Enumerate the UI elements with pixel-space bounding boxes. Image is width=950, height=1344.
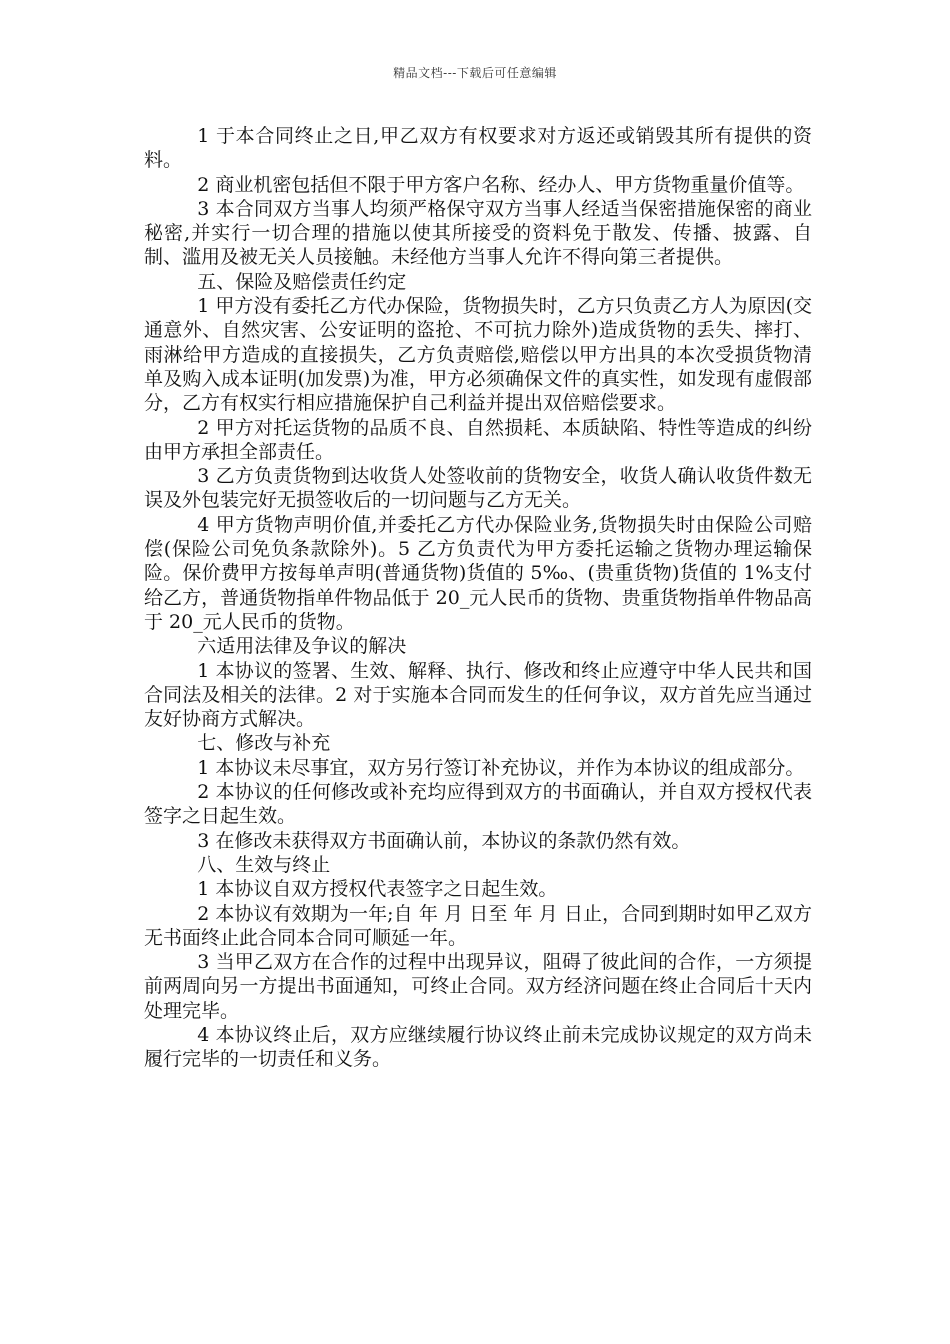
section-heading: 八、生效与终止 bbox=[197, 853, 331, 876]
clause-paragraph: 1 甲方没有委托乙方代办保险，货物损失时，乙方只负责乙方人为原因(交通意外、自然灾害、公安证明的盗抢、不可抗力除外)造成货物的丢失、摔打、雨淋给甲方造成的直接损失，乙方负责赔偿,赔偿以甲方出具的本次受损货物清单及购入成本证明(加发票)为准，甲方必须确保文件的真实性，如发现有虚假部分，乙方有权实行相应措施保护自己利益并提出双倍赔偿要求。 bbox=[144, 295, 812, 415]
page-header-note: 精品文档---下载后可任意编辑 bbox=[393, 66, 557, 80]
clause-paragraph: 4 本协议终止后，双方应继续履行协议终止前未完成协议规定的双方尚未履行完毕的一切责任和义务。 bbox=[144, 1023, 812, 1071]
section-heading: 七、修改与补充 bbox=[197, 732, 331, 755]
clause-paragraph: 3 本合同双方当事人均须严格保守双方当事人经适当保密措施保密的商业秘密,并实行一切合理的措施以使其所接受的资料免于散发、传播、披露、自制、滥用及被无关人员接触。未经他方当事人允许不得向第三者提供。 bbox=[144, 197, 812, 269]
clause-paragraph: 1 于本合同终止之日,甲乙双方有权要求对方返还或销毁其所有提供的资料。 bbox=[144, 125, 812, 172]
clause-paragraph: 3 乙方负责货物到达收货人处签收前的货物安全，收货人确认收货件数无误及外包装完好无损签收后的一切问题与乙方无关。 bbox=[144, 465, 812, 512]
clause-paragraph: 4 甲方货物声明价值,并委托乙方代办保险业务,货物损失时由保险公司赔偿(保险公司免负条款除外)。5 乙方负责代为甲方委托运输之货物办理运输保险。保价费甲方按每单声明(普通货物)货值的 5‰、(贵重货物)货值的 1%支付给乙方，普通货物指单件物品低于 20_元人民币的货物、贵重货物指单件物品高于 20_元人民币的货物。 bbox=[144, 513, 812, 633]
clause-paragraph: 2 商业机密包括但不限于甲方客户名称、经办人、甲方货物重量价值等。 bbox=[197, 173, 805, 196]
section-heading: 五、保险及赔偿责任约定 bbox=[197, 270, 407, 293]
clause-paragraph: 2 甲方对托运货物的品质不良、自然损耗、本质缺陷、特性等造成的纠纷由甲方承担全部责任。 bbox=[144, 416, 812, 463]
clause-paragraph: 3 当甲乙双方在合作的过程中出现异议，阻碍了彼此间的合作，一方须提前两周向另一方提出书面通知，可终止合同。双方经济问题在终止合同后十天内处理完毕。 bbox=[144, 951, 812, 1022]
clause-paragraph: 2 本协议的任何修改或补充均应得到双方的书面确认，并自双方授权代表签字之日起生效。 bbox=[144, 781, 812, 828]
clause-paragraph: 1 本协议自双方授权代表签字之日起生效。 bbox=[197, 878, 558, 901]
clause-paragraph: 3 在修改未获得双方书面确认前，本协议的条款仍然有效。 bbox=[197, 829, 691, 852]
document-body bbox=[144, 124, 812, 1072]
clause-paragraph: 1 本协议未尽事宜，双方另行签订补充协议，并作为本协议的组成部分。 bbox=[197, 756, 805, 779]
clause-paragraph: 2 本协议有效期为一年;自 年 月 日至 年 月 日止，合同到期时如甲乙双方无书面终止此合同本合同可顺延一年。 bbox=[144, 902, 812, 949]
clause-paragraph: 1 本协议的签署、生效、解释、执行、修改和终止应遵守中华人民共和国合同法及相关的法律。2 对于实施本合同而发生的任何争议，双方首先应当通过友好协商方式解决。 bbox=[144, 659, 812, 731]
section-heading: 六适用法律及争议的解决 bbox=[197, 635, 407, 658]
